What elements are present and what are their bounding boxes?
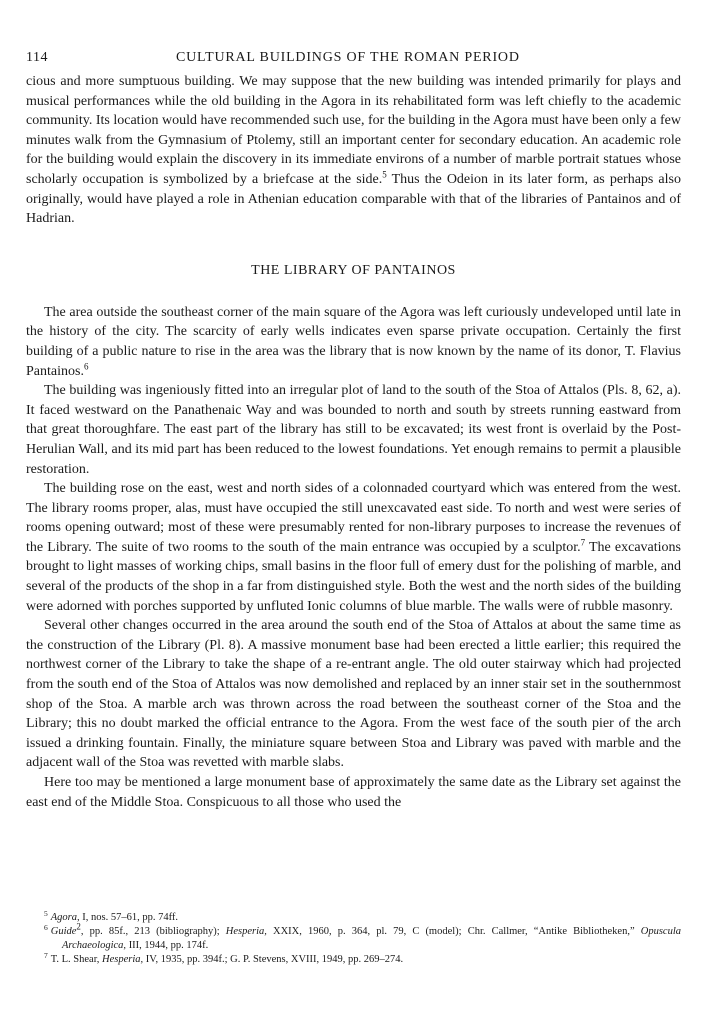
paragraph-text: Several other changes occurred in the area around the south end of the Stoa of Attalos at about the same time as the construction of the Library (Pl. 8). A massive monument base had been erected a little earlier; this required the northwest corner of the Library to take the shape of a re-entrant angle. The old outer stairway which had projected from the south end of the Stoa of Attalos was now demolished and replaced by an inner stair set in the southernmost shop of the Stoa. A marble arch was thrown across the road between the southeast corner of the Stoa and the Library; this no doubt marked the official entrance to the Agora. From the west face of the south pier of the arch issued a drinking fountain. Finally, the miniature square between Stoa and Library was paved with marble and the adjacent wall of the Stoa was revetted with marble slabs.: [26, 618, 681, 771]
footnote-italic: Hesperia,: [102, 954, 144, 965]
paragraph-text: The area outside the southeast corner of the main square of the Agora was left curiously undeveloped until late in the history of the city. The scarcity of early wells indicates even sparse private occupation. Certainly the first building of a public nature to rise in the area was the library that is now known by the name of its donor, T. Flavius Pantainos.: [26, 304, 681, 379]
footnote-ref[interactable]: 7: [580, 537, 586, 548]
paragraph-text: The building rose on the east, west and north sides of a colonnaded courtyard which was entered from the west. The library rooms proper, alas, must have occupied the still unexcavated east side. To north and west were series of rooms opening outward; most of these were presumably rented for non-library purposes to increase the revenues of the Library. The suite of two rooms to the south of the main entrance was occupied by a sculptor.: [26, 481, 681, 555]
footnote-text: T. L. Shear,: [50, 954, 103, 965]
paragraph-text: The excavations brought to light masses of working chips, small basins in the floor full of emery dust for the polishing of marble, and several of the products of the shop in a far from distinguished style. Both the west and the north sides of the building were adorned with porches supported by unfluted Ionic columns of blue marble. The walls were of rubble masonry.: [26, 539, 681, 614]
paragraph: [26, 303, 681, 381]
page-number: 114: [26, 50, 48, 65]
footnote-ref[interactable]: 5: [382, 169, 387, 180]
footnote-sup: 2: [76, 921, 81, 932]
footnote-text: IV, 1935, pp. 394f.; G. P. Stevens, XVIII, 1949, pp. 269–274.: [143, 954, 404, 965]
footnote-italic: Agora,: [50, 912, 80, 923]
running-head: [26, 50, 681, 72]
footnote: [26, 950, 681, 967]
paragraph-text: Thus the Odeion in its later form, as perhaps also originally, would have played a role in Athenian education comparable with that of the libraries of Pantainos and of Hadrian.: [26, 171, 681, 227]
footnote: [26, 921, 681, 953]
footnote-text: III, 1944, pp. 174f.: [126, 940, 209, 951]
footnote-italic: Guide: [50, 926, 77, 937]
footnote: [26, 908, 681, 925]
footnote-text: XXIX, 1960, p. 364, pl. 79, C (model); Chr. Callmer, “Antike Bibliotheken,”: [266, 926, 641, 937]
paragraph-text: cious and more sumptuous building. We may suppose that the new building was intended primarily for plays and musical performances while the old building in the Agora in its rehabilitated form was left chiefly to the academic community. Its location would have recommended such use, for the building in the Agora must have been only a few minutes walk from the Gymnasium of Ptolemy, still an important center for secondary education. An academic role for the building would explain the discovery in its immediate environs of a number of marble portrait statues whose scholarly occupation is symbolized by a briefcase at the side.: [26, 74, 681, 187]
body-text: [26, 72, 681, 812]
intro-paragraph: [26, 72, 681, 229]
page: [26, 50, 681, 812]
paragraph: [26, 479, 681, 616]
footnotes: [26, 908, 681, 967]
paragraph-text: The building was ingeniously fitted into an irregular plot of land to the south of the Stoa of Attalos (Pls. 8, 62, a). It faced westward on the Panathenaic Way and was bounded to north and south by streets running eastward from that great thoroughfare. The east part of the library has still to be excavated; its west front is overlaid by the Post-Herulian Wall, and its mid part has been reduced to the lowest foundations. Yet enough remains to permit a plausible restoration.: [26, 383, 681, 477]
paragraph-text: Here too may be mentioned a large monument base of approximately the same date as the Library set against the east end of the Middle Stoa. Conspicuous to all those who used the: [26, 775, 681, 810]
running-title: CULTURAL BUILDINGS OF THE ROMAN PERIOD: [176, 50, 520, 65]
paragraph: [26, 616, 681, 773]
footnote-number: 5: [44, 908, 48, 918]
section-title: THE LIBRARY OF PANTAINOS: [251, 262, 456, 278]
paragraph: [26, 773, 681, 812]
footnote-text: , pp. 85f., 213 (bibliography);: [80, 926, 226, 937]
footnote-number: 6: [44, 922, 48, 932]
paragraph: [26, 381, 681, 479]
footnote-number: 7: [44, 950, 48, 960]
footnote-italic: Opuscula Archaeologica,: [62, 926, 681, 951]
footnote-text: I, nos. 57–61, pp. 74ff.: [79, 912, 179, 923]
footnote-ref[interactable]: 6: [83, 360, 89, 371]
footnote-italic: Hesperia,: [225, 926, 267, 937]
